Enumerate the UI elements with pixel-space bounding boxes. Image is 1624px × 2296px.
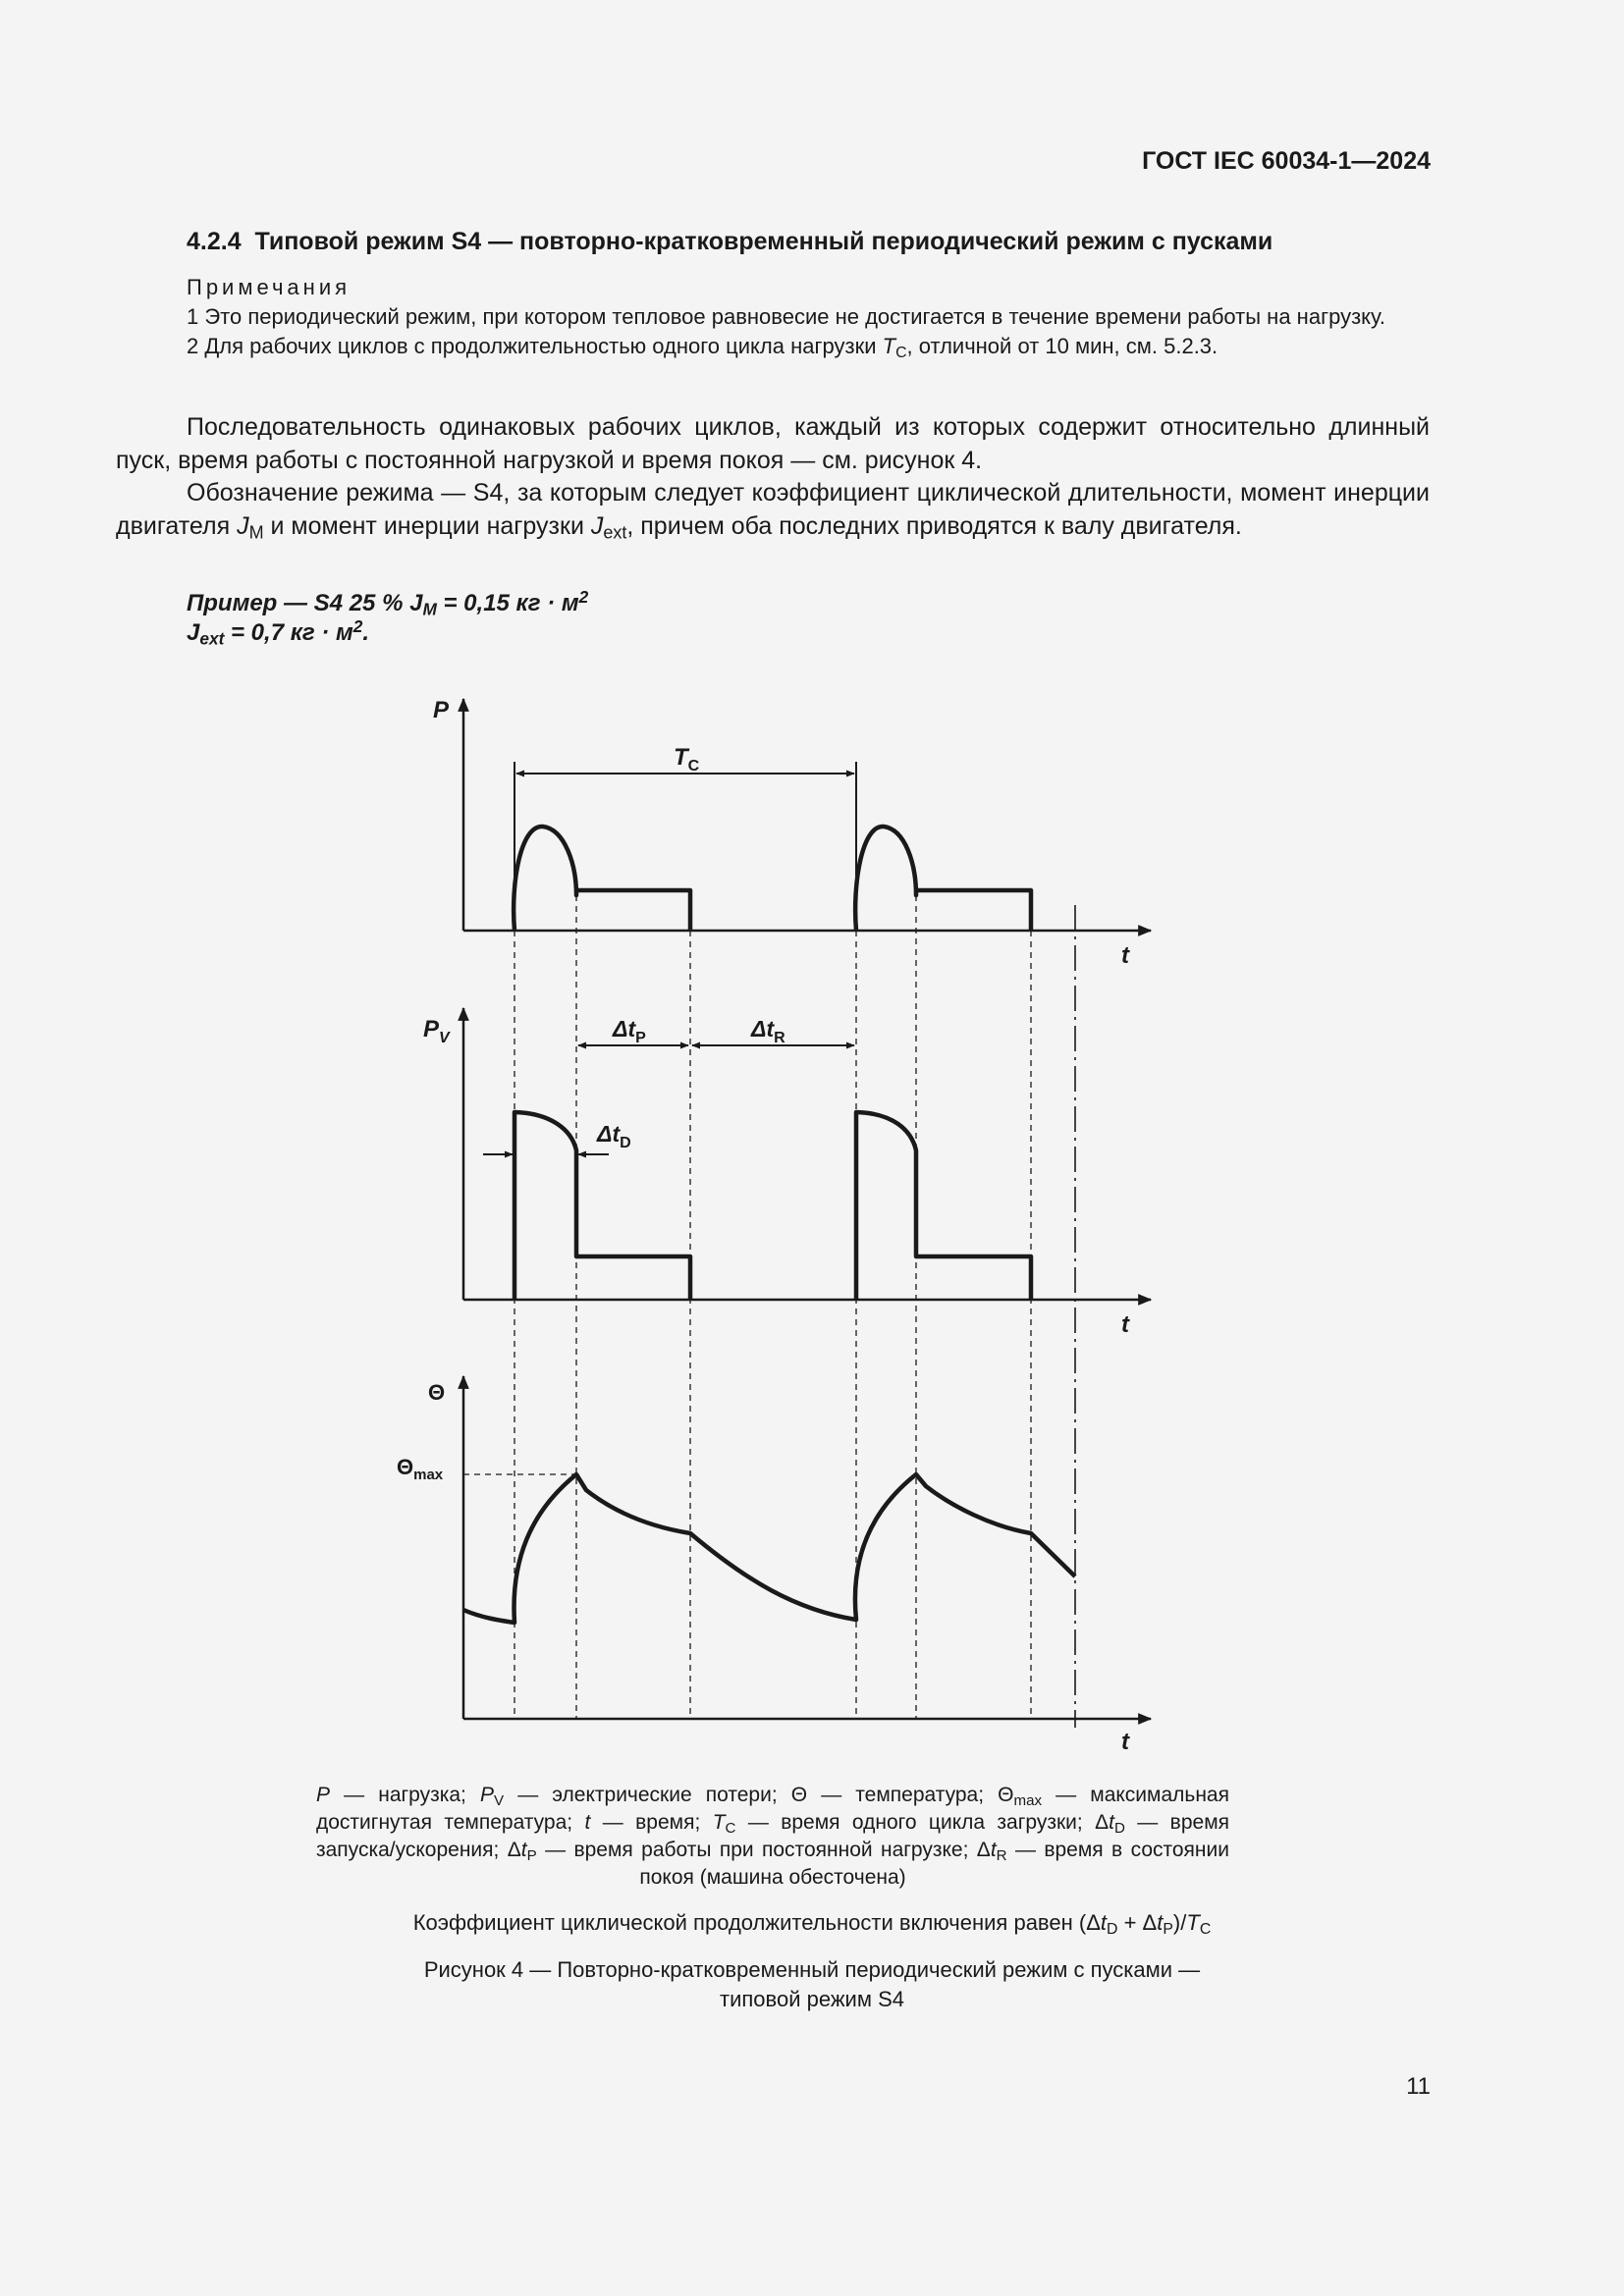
legend-pv-sub: V <box>494 1791 505 1809</box>
label-t-3: t <box>1121 1729 1129 1755</box>
example-1-j: J <box>409 590 423 616</box>
cyclic-duration-formula <box>0 1908 1624 1938</box>
section-title: Типовой режим S4 — повторно-кратковременный периодический режим с пусками <box>254 228 1273 255</box>
example-2-end: . <box>362 619 370 646</box>
legend-t: t <box>584 1811 591 1834</box>
label-t-2: t <box>1121 1311 1129 1338</box>
label-dtr: $\Delta t_R$ <box>751 1016 785 1046</box>
load-curve-cycle-2 <box>855 827 1031 931</box>
formula-t2: t <box>1157 1910 1164 1935</box>
example-1-b: = 0,15 кг · м <box>436 590 579 616</box>
notes-label: Примечания <box>187 275 352 299</box>
label-p: P <box>433 697 450 723</box>
example-2-j: J <box>187 619 200 646</box>
note-2-text-b: , отличной от 10 мин, см. 5.2.3. <box>906 334 1218 358</box>
example-2-sub: ext <box>199 628 225 649</box>
formula-sub1: D <box>1107 1920 1118 1938</box>
label-tc: $T_C$ <box>674 744 700 774</box>
guide-lines <box>463 895 1031 1719</box>
figure-labels <box>423 697 1130 1755</box>
legend-text-6: — время запуска/ускорения; Δ <box>316 1811 1230 1861</box>
legend-p: P <box>316 1784 331 1806</box>
legend-tp: t <box>520 1839 527 1861</box>
figure-caption <box>0 1955 1624 2014</box>
example-2-sup: 2 <box>352 616 363 637</box>
caption-line-1: Рисунок 4 — Повторно-кратковременный периодический режим с пусками — <box>423 1957 1201 1982</box>
losses-curve-cycle-2 <box>856 1112 1031 1300</box>
legend-text-8: — время в состоянии покоя (машина обесточена) <box>639 1839 1229 1889</box>
legend-tp-sub: P <box>526 1846 537 1864</box>
legend-pv: P <box>480 1784 495 1806</box>
formula-sub2: P <box>1163 1920 1173 1938</box>
example-2-b: = 0,7 кг · м <box>224 619 353 646</box>
formula-t3: T <box>1186 1910 1200 1935</box>
example-1-sub: M <box>422 599 437 619</box>
example-1-a: Пример — S4 25 % <box>187 590 410 616</box>
p2-text-c: , причем оба последних приводятся к валу двигателя. <box>626 512 1242 540</box>
page-number: 11 <box>1406 2073 1431 2100</box>
legend-tr: t <box>990 1839 997 1861</box>
label-dtp: $\Delta t_P$ <box>613 1016 646 1046</box>
curves <box>463 827 1075 1623</box>
label-t-1: t <box>1121 942 1129 969</box>
legend-td: t <box>1109 1811 1114 1834</box>
legend-tr-sub: R <box>996 1846 1007 1864</box>
formula-text: Коэффициент циклической продолжительности включения равен (Δ <box>412 1910 1101 1935</box>
label-theta-max: $\Theta_{max}$ <box>397 1455 444 1483</box>
caption-line-2: типовой режим S4 <box>720 1987 904 2011</box>
legend-text-2: — электрические потери; Θ — температура; Θ <box>504 1784 1014 1806</box>
paragraph-1: Последовательность одинаковых рабочих циклов, каждый из которых содержит относительно длинный пуск, время работы с постоянной нагрузкой и время покоя — см. рисунок 4. <box>116 413 1430 474</box>
legend-tc-sub: C <box>725 1819 736 1837</box>
legend-text-3: — максимальная достигнутая температура; <box>316 1784 1229 1834</box>
label-dtd: $\Delta t_D$ <box>597 1121 631 1151</box>
note-1: 1 Это периодический режим, при котором тепловое равновесие не достигается в течение времени работы на нагрузку. <box>187 304 1385 329</box>
legend-text-7: — время работы при постоянной нагрузке; Δ <box>536 1839 991 1861</box>
legend-text-4: — время; <box>590 1811 713 1834</box>
formula-slash: )/ <box>1172 1910 1187 1935</box>
section-number: 4.2.4 <box>187 228 242 255</box>
legend-text-1: — нагрузка; <box>330 1784 480 1806</box>
temperature-curve <box>463 1474 1075 1623</box>
dimension-arrows <box>483 762 856 1154</box>
note-2-sub: C <box>895 344 907 361</box>
p2-j-m-sub: M <box>248 522 264 543</box>
load-curve-cycle-1 <box>514 827 690 931</box>
formula-t1: t <box>1100 1910 1108 1935</box>
theta-labels <box>397 1380 445 1483</box>
note-2-text-a: 2 Для рабочих циклов с продолжительностью одного цикла нагрузки <box>187 334 883 358</box>
note-2-symbol: T <box>882 334 896 358</box>
label-theta: Θ <box>428 1380 446 1405</box>
legend-td-sub: D <box>1113 1819 1125 1837</box>
legend-text-5: — время одного цикла загрузки; Δ <box>735 1811 1110 1834</box>
label-pv: $P_V$ <box>423 1016 450 1046</box>
formula-plus: + Δ <box>1117 1910 1158 1935</box>
example-1-sup: 2 <box>578 587 589 608</box>
standard-header: ГОСТ IEC 60034-1—2024 <box>1142 147 1431 175</box>
p2-text-a: Обозначение режима — S4, за которым следует коэффициент циклической длительности, момент инерции двигателя <box>116 479 1430 540</box>
legend-tc: T <box>712 1811 726 1834</box>
p2-j-m: J <box>237 512 249 540</box>
figure-legend <box>316 1782 1229 1892</box>
p2-j-ext: J <box>590 512 604 540</box>
p2-text-b: и момент инерции нагрузки <box>263 512 591 540</box>
legend-max-sub: max <box>1013 1791 1043 1809</box>
p2-j-ext-sub: ext <box>603 522 627 543</box>
formula-sub3: C <box>1199 1920 1212 1938</box>
